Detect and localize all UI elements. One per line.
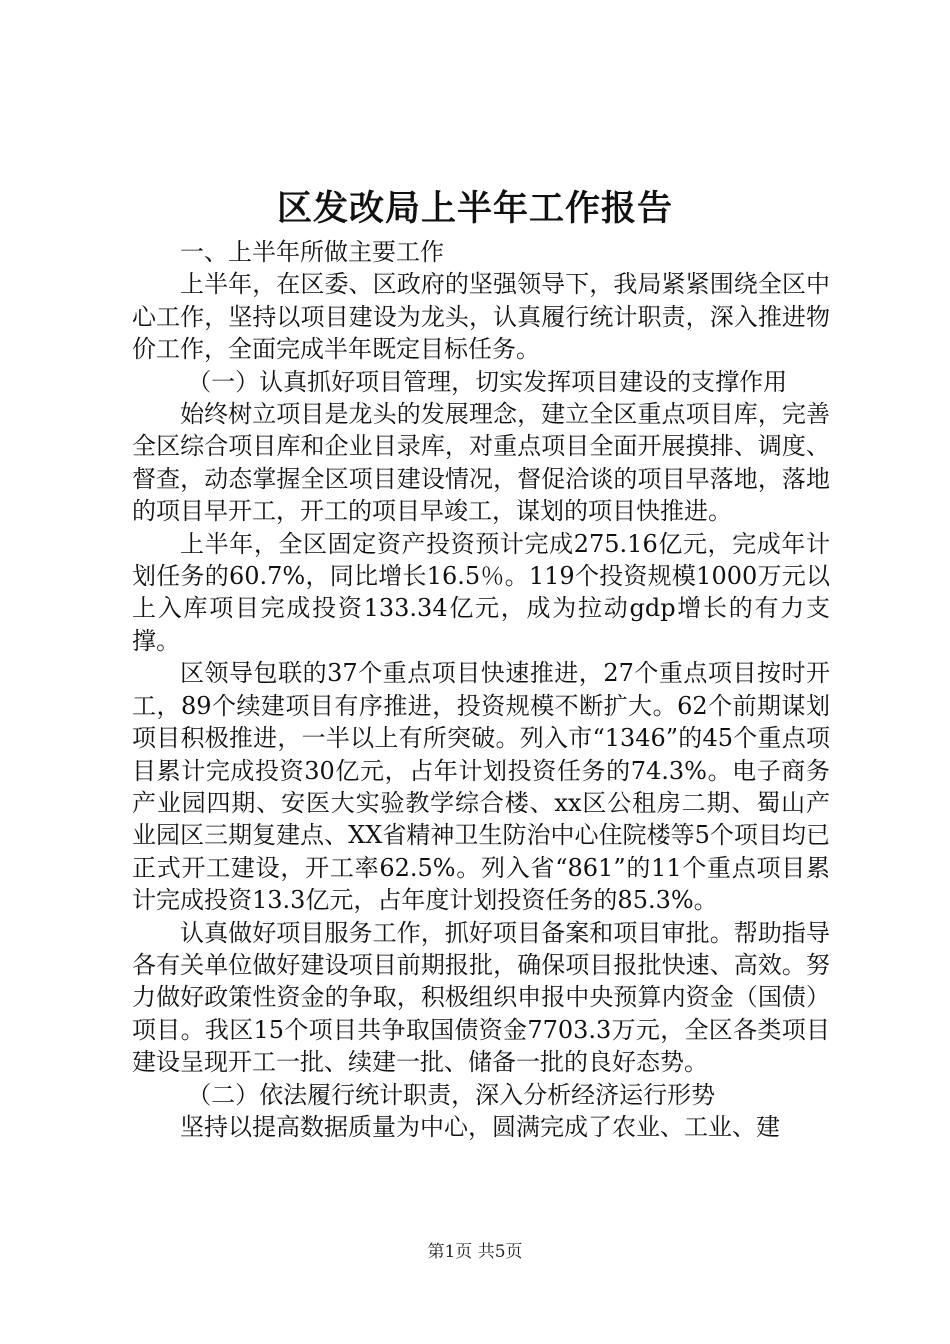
section-heading: 一、上半年所做主要工作 bbox=[180, 238, 444, 266]
subsection-heading: （二）依法履行统计职责，深入分析经济运行形势 bbox=[187, 1080, 716, 1109]
body-paragraph: 区领导包联的37个重点项目快速推进，27个重点项目按时开工，89个续建项目有序推进，投资规模不断扩大。62个前期谋划项目积极推进，一半以上有所突破。列入市“1346”的45个重点项目累计完成投资30亿元，占年计划投资任务的74.3%。电子商务产业园四期、安医大实验教学综合楼、xx区公租房二期、蜀山产业园区三期复建点、XX省精神卫生防治中心住院楼等5个项目均已正式开工建设，开工率62.5%。列入省“861”的11个重点项目累计完成投资13.3亿元，占年度计划投资任务的85.3%。 bbox=[132, 659, 830, 915]
body-paragraph: 上半年，在区委、区政府的坚强领导下，我局紧紧围绕全区中心工作，坚持以项目建设为龙头，认真履行统计职责，深入推进物价工作，全面完成半年既定目标任务。 bbox=[132, 270, 830, 364]
body-paragraph: 上半年，全区固定资产投资预计完成275.16亿元，完成年计划任务的60.7%，同比增长16.5％。119个投资规模1000万元以上入库项目完成投资133.34亿元，成为拉动gdp增长的有力支撑。 bbox=[132, 529, 830, 655]
body-paragraph: 始终树立项目是龙头的发展理念，建立全区重点项目库，完善全区综合项目库和企业目录库，对重点项目全面开展摸排、调度、督查，动态掌握全区项目建设情况，督促洽谈的项目早落地，落地的项目早开工，开工的项目早竣工，谋划的项目快推进。 bbox=[132, 400, 830, 526]
body-paragraph: 坚持以提高数据质量为中心，圆满完成了农业、工业、建 bbox=[180, 1112, 780, 1141]
page-footer: 第1页 共5页 bbox=[427, 1242, 523, 1262]
body-paragraph: 认真做好项目服务工作，抓好项目备案和项目审批。帮助指导各有关单位做好建设项目前期报批，确保项目报批快速、高效。努力做好政策性资金的争取，积极组织申报中央预算内资金（国债）项目。我区15个项目共争取国债资金7703.3万元，全区各类项目建设呈现开工一批、续建一批、储备一批的良好态势。 bbox=[132, 918, 830, 1077]
subsection-heading: （一）认真抓好项目管理，切实发挥项目建设的支撑作用 bbox=[187, 367, 788, 396]
page-title: 区发改局上半年工作报告 bbox=[276, 188, 673, 229]
document-body bbox=[132, 236, 830, 1143]
